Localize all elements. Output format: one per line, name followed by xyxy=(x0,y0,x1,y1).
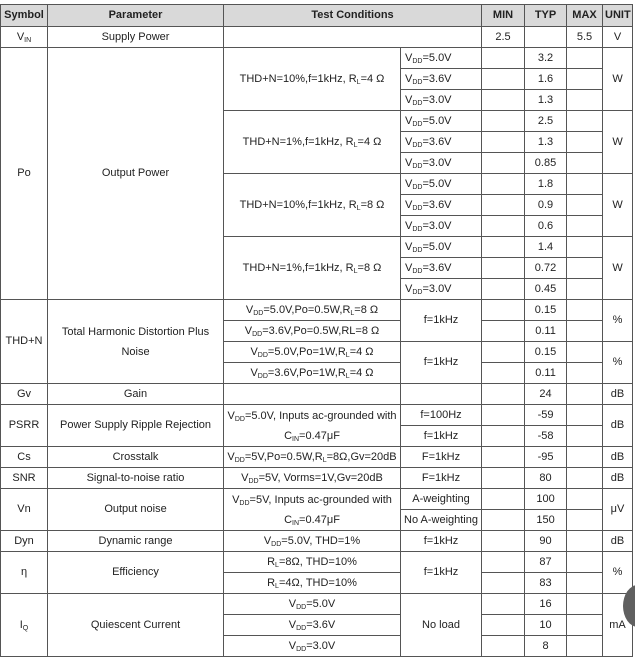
eta-condition: $R_L=8\Omega$, THD=10% xyxy=(224,552,401,573)
po-unit: W xyxy=(603,111,633,174)
cs-symbol: Cs xyxy=(1,447,48,468)
po-typ: 0.6 xyxy=(525,216,567,237)
dyn-typ: 90 xyxy=(525,531,567,552)
thdn-typ: 0.15 xyxy=(525,342,567,363)
eta-symbol: η xyxy=(1,552,48,594)
table-row xyxy=(1,594,633,615)
table-row xyxy=(1,468,633,489)
table-row xyxy=(1,48,633,69)
po-condition: THD+N=1%,f=1kHz, $R_L=8$ Ω xyxy=(224,237,401,300)
vin-symbol: $V_{IN}$ xyxy=(1,27,48,48)
header-typ: TYP xyxy=(525,5,567,27)
snr-symbol: SNR xyxy=(1,468,48,489)
po-typ: 0.85 xyxy=(525,153,567,174)
iq-load: No load xyxy=(401,594,482,657)
po-vdd: $V_{DD}=5.0V$ xyxy=(401,111,482,132)
thdn-condition: $V_{DD}=3.6V,Po=1W,R_L=4$ Ω xyxy=(224,363,401,384)
iq-typ: 16 xyxy=(525,594,567,615)
cs-parameter: Crosstalk xyxy=(48,447,224,468)
table-row xyxy=(1,384,633,405)
iq-typ: 10 xyxy=(525,615,567,636)
header-row xyxy=(1,5,633,27)
snr-condition: $V_{DD}=5V$, Vorms=1V,Gv=20dB xyxy=(224,468,401,489)
thdn-condition: $V_{DD}=5.0V,Po=0.5W,R_L=8$ Ω xyxy=(224,300,401,321)
po-condition: THD+N=1%,f=1kHz, $R_L=4$ Ω xyxy=(224,111,401,174)
po-typ: 0.9 xyxy=(525,195,567,216)
eta-parameter: Efficiency xyxy=(48,552,224,594)
iq-typ: 8 xyxy=(525,636,567,657)
header-unit: UNIT xyxy=(603,5,633,27)
po-vdd: $V_{DD}=3.0V$ xyxy=(401,90,482,111)
vin-parameter: Supply Power xyxy=(48,27,224,48)
po-typ: 1.3 xyxy=(525,132,567,153)
thdn-typ: 0.11 xyxy=(525,321,567,342)
iq-condition: $V_{DD}=3.6V$ xyxy=(224,615,401,636)
eta-unit: % xyxy=(603,552,633,594)
thdn-frequency: f=1kHz xyxy=(401,342,482,384)
po-vdd: $V_{DD}=3.0V$ xyxy=(401,216,482,237)
po-condition: THD+N=10%,f=1kHz, $R_L=8$ Ω xyxy=(224,174,401,237)
po-typ: 3.2 xyxy=(525,48,567,69)
thdn-typ: 0.11 xyxy=(525,363,567,384)
dyn-symbol: Dyn xyxy=(1,531,48,552)
iq-condition: $V_{DD}=5.0V$ xyxy=(224,594,401,615)
po-vdd: $V_{DD}=3.6V$ xyxy=(401,195,482,216)
po-unit: W xyxy=(603,174,633,237)
po-parameter: Output Power xyxy=(48,48,224,300)
cs-unit: dB xyxy=(603,447,633,468)
dyn-unit: dB xyxy=(603,531,633,552)
po-vdd: $V_{DD}=3.0V$ xyxy=(401,279,482,300)
table-row xyxy=(1,531,633,552)
table-row xyxy=(1,447,633,468)
psrr-frequency: f=1kHz xyxy=(401,426,482,447)
snr-frequency: F=1kHz xyxy=(401,468,482,489)
po-typ: 2.5 xyxy=(525,111,567,132)
po-unit: W xyxy=(603,237,633,300)
specifications-table xyxy=(0,4,633,657)
psrr-unit: dB xyxy=(603,405,633,447)
po-typ: 1.4 xyxy=(525,237,567,258)
table-row xyxy=(1,27,633,48)
dyn-condition: $V_{DD}=5.0V$, THD=1% xyxy=(224,531,401,552)
vn-weighting: A-weighting xyxy=(401,489,482,510)
vin-max: 5.5 xyxy=(567,27,603,48)
po-vdd: $V_{DD}=5.0V$ xyxy=(401,237,482,258)
eta-typ: 87 xyxy=(525,552,567,573)
cs-typ: -95 xyxy=(525,447,567,468)
vin-min: 2.5 xyxy=(482,27,525,48)
iq-symbol: $I_Q$ xyxy=(1,594,48,657)
po-vdd: $V_{DD}=3.0V$ xyxy=(401,153,482,174)
iq-unit: mA xyxy=(603,594,633,657)
thdn-parameter: Total Harmonic Distortion Plus Noise xyxy=(48,300,224,384)
po-condition: THD+N=10%,f=1kHz, $R_L=4$ Ω xyxy=(224,48,401,111)
vn-typ: 150 xyxy=(525,510,567,531)
thdn-typ: 0.15 xyxy=(525,300,567,321)
po-vdd: $V_{DD}=3.6V$ xyxy=(401,69,482,90)
eta-condition: $R_L=4\Omega$, THD=10% xyxy=(224,573,401,594)
vn-condition: $V_{DD}=5V$, Inputs ac-grounded with $C_{IN}=0.47\mu F$ xyxy=(224,489,401,531)
gv-typ: 24 xyxy=(525,384,567,405)
eta-typ: 83 xyxy=(525,573,567,594)
gv-symbol: Gv xyxy=(1,384,48,405)
snr-typ: 80 xyxy=(525,468,567,489)
po-typ: 1.3 xyxy=(525,90,567,111)
header-min: MIN xyxy=(482,5,525,27)
cs-condition: $V_{DD}=5V,Po=0.5W,R_L=8\Omega,Gv=20dB$ xyxy=(224,447,401,468)
dyn-frequency: f=1kHz xyxy=(401,531,482,552)
po-typ: 0.72 xyxy=(525,258,567,279)
vn-parameter: Output noise xyxy=(48,489,224,531)
dyn-parameter: Dynamic range xyxy=(48,531,224,552)
snr-parameter: Signal-to-noise ratio xyxy=(48,468,224,489)
po-vdd: $V_{DD}=5.0V$ xyxy=(401,174,482,195)
iq-parameter: Quiescent Current xyxy=(48,594,224,657)
psrr-typ: -59 xyxy=(525,405,567,426)
vn-unit: μV xyxy=(603,489,633,531)
psrr-frequency: f=100Hz xyxy=(401,405,482,426)
psrr-symbol: PSRR xyxy=(1,405,48,447)
psrr-parameter: Power Supply Ripple Rejection xyxy=(48,405,224,447)
po-vdd: $V_{DD}=3.6V$ xyxy=(401,258,482,279)
po-vdd: $V_{DD}=5.0V$ xyxy=(401,48,482,69)
thdn-condition: $V_{DD}=3.6V,Po=0.5W,RL=8$ Ω xyxy=(224,321,401,342)
psrr-typ: -58 xyxy=(525,426,567,447)
header-max: MAX xyxy=(567,5,603,27)
table-row xyxy=(1,405,633,426)
vn-weighting: No A-weighting xyxy=(401,510,482,531)
vin-unit: V xyxy=(603,27,633,48)
thdn-unit: % xyxy=(603,342,633,384)
vn-symbol: Vn xyxy=(1,489,48,531)
cs-frequency: F=1kHz xyxy=(401,447,482,468)
vn-typ: 100 xyxy=(525,489,567,510)
table-row xyxy=(1,489,633,510)
thdn-symbol: THD+N xyxy=(1,300,48,384)
thdn-frequency: f=1kHz xyxy=(401,300,482,342)
po-symbol: Po xyxy=(1,48,48,300)
thdn-condition: $V_{DD}=5.0V,Po=1W,R_L=4$ Ω xyxy=(224,342,401,363)
table-row xyxy=(1,552,633,573)
po-typ: 1.6 xyxy=(525,69,567,90)
header-parameter: Parameter xyxy=(48,5,224,27)
po-typ: 0.45 xyxy=(525,279,567,300)
header-test-conditions: Test Conditions xyxy=(224,5,482,27)
iq-condition: $V_{DD}=3.0V$ xyxy=(224,636,401,657)
po-vdd: $V_{DD}=3.6V$ xyxy=(401,132,482,153)
snr-unit: dB xyxy=(603,468,633,489)
eta-frequency: f=1kHz xyxy=(401,552,482,594)
thdn-unit: % xyxy=(603,300,633,342)
po-typ: 1.8 xyxy=(525,174,567,195)
gv-parameter: Gain xyxy=(48,384,224,405)
gv-unit: dB xyxy=(603,384,633,405)
table-row xyxy=(1,300,633,321)
psrr-condition: $V_{DD}=5.0V$, Inputs ac-grounded with $C_{IN}=0.47\mu F$ xyxy=(224,405,401,447)
po-unit: W xyxy=(603,48,633,111)
header-symbol: Symbol xyxy=(1,5,48,27)
